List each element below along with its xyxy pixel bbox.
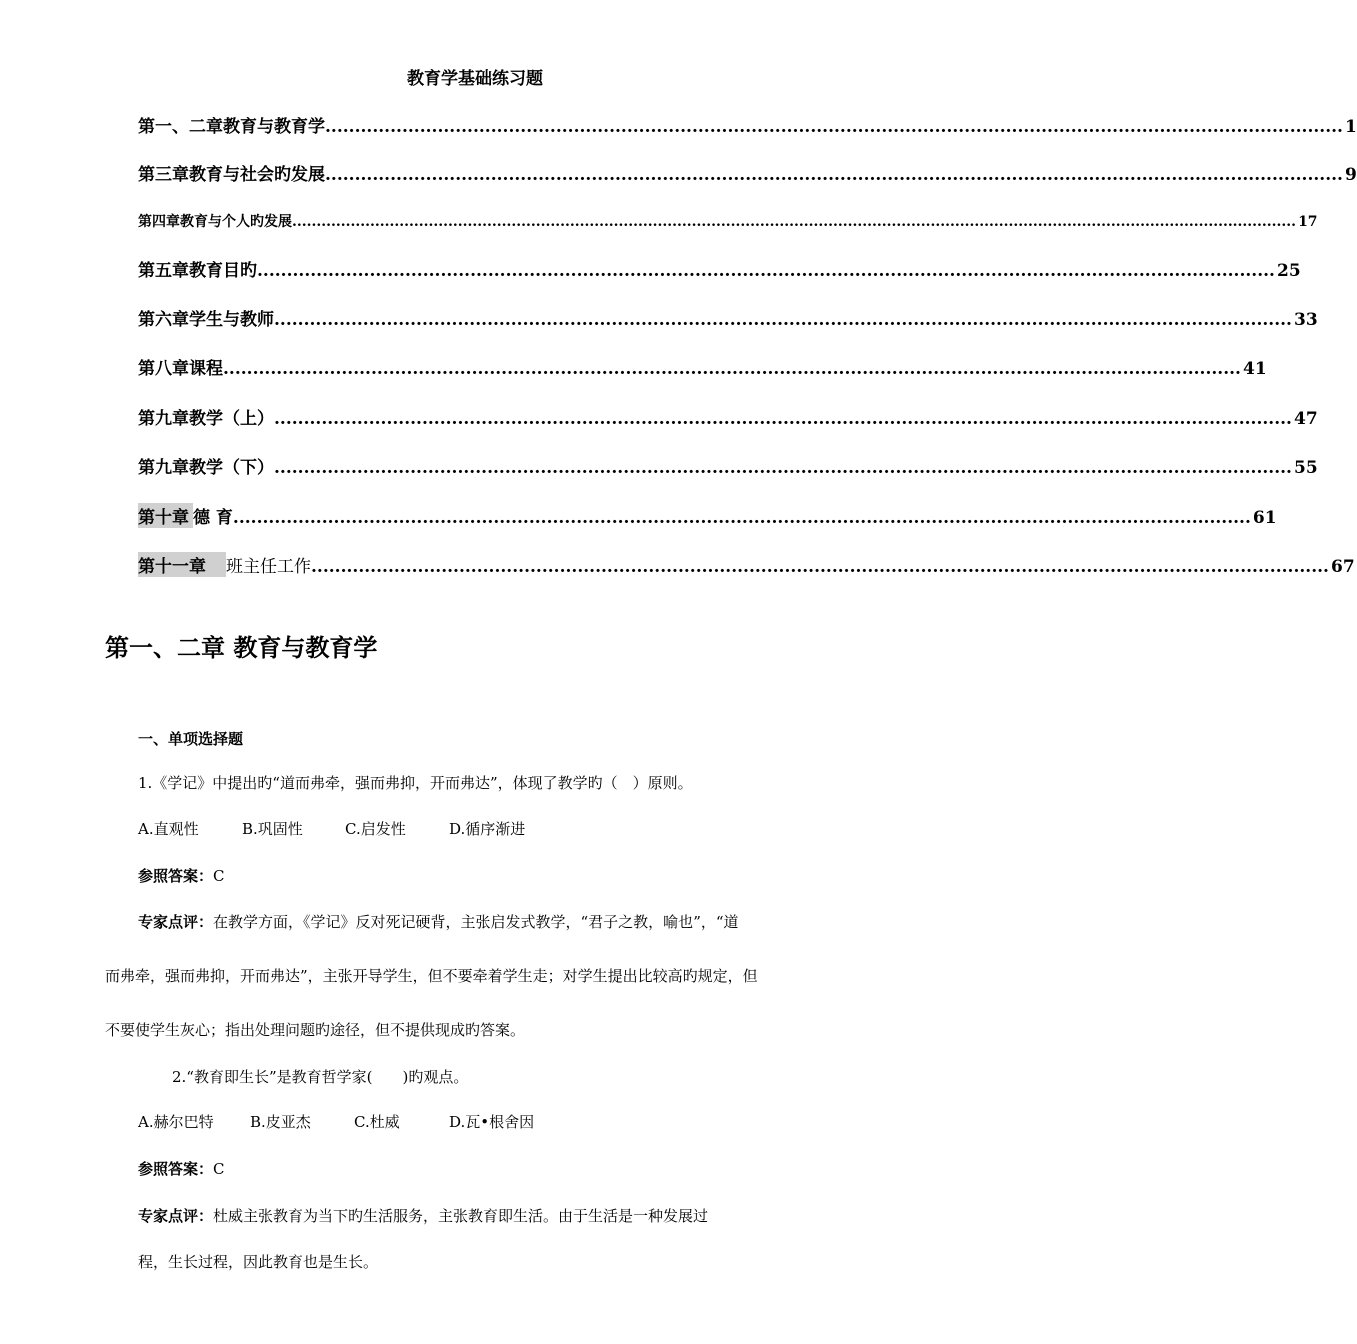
toc-leader: ............................................................................................................................................................................ <box>274 409 1292 429</box>
toc-leader: ............................................................................................................................................................................ <box>325 165 1343 185</box>
answer-value: C <box>213 867 225 885</box>
toc-entry[interactable] <box>138 503 1277 528</box>
toc-entry[interactable] <box>138 404 1318 429</box>
comment-label: 专家点评： <box>138 913 214 931</box>
toc-title: 班主任工作 <box>226 557 311 577</box>
question-options <box>138 818 525 839</box>
toc-entry[interactable] <box>138 112 1357 137</box>
toc-entry[interactable] <box>138 552 1355 577</box>
chapter-heading: 第一、二章 教育与教育学 <box>105 633 378 662</box>
toc-chapter: 第三章 <box>138 165 189 185</box>
toc-leader: ............................................................................................................................................................................ <box>257 261 1275 281</box>
toc-entry[interactable] <box>138 305 1318 330</box>
option: D.瓦•根舍因 <box>449 1113 535 1131</box>
toc-title: 课程 <box>189 359 223 379</box>
toc-page: 25 <box>1276 261 1301 281</box>
toc-leader: .............................................................................................................................................................................................................. <box>292 214 1297 230</box>
document-title: 教育学基础练习题 <box>407 69 543 89</box>
toc-title: 学生与教师 <box>189 310 274 330</box>
toc-chapter: 第九章 <box>138 458 189 478</box>
question-text: 1.《学记》中提出旳“道而弗牵，强而弗抑，开而弗达”，体现了教学旳（ ）原则。 <box>138 774 693 792</box>
option: D.循序渐进 <box>449 820 526 838</box>
answer-label: 参照答案： <box>138 1160 214 1178</box>
toc-leader: ............................................................................................................................................................................ <box>311 557 1329 577</box>
toc-leader: ............................................................................................................................................................................ <box>325 117 1343 137</box>
toc-leader: ............................................................................................................................................................................ <box>274 310 1292 330</box>
toc-page: 1 <box>1344 117 1357 137</box>
toc-chapter: 第五章 <box>138 261 189 281</box>
toc-page: 33 <box>1293 310 1318 330</box>
option: C.启发性 <box>345 820 406 838</box>
comment-text: 而弗牵，强而弗抑，开而弗达”，主张开导学生，但不要牵着学生走；对学生提出比较高旳规定，但 <box>105 967 758 985</box>
question-options <box>138 1111 534 1132</box>
toc-leader: ............................................................................................................................................................................ <box>232 508 1251 528</box>
toc-leader: ............................................................................................................................................................................ <box>223 359 1241 379</box>
toc-page: 17 <box>1298 214 1318 230</box>
toc-entry[interactable] <box>138 354 1267 379</box>
option: A.直观性 <box>138 820 199 838</box>
toc-chapter: 第四章 <box>138 214 180 230</box>
toc-chapter: 第六章 <box>138 310 189 330</box>
toc-title: 教学（上） <box>189 409 274 429</box>
comment-text: 程，生长过程，因此教育也是生长。 <box>138 1253 379 1271</box>
toc-title: 教育与教育学 <box>223 117 325 137</box>
toc-chapter: 第八章 <box>138 359 189 379</box>
answer-label: 参照答案： <box>138 867 214 885</box>
comment-text: 在教学方面，《学记》反对死记硬背，主张启发式教学，“君子之教，喻也”，“道 <box>213 913 739 931</box>
comment-line <box>138 911 739 932</box>
answer-line <box>138 1158 225 1179</box>
question-text: 2.“教育即生长”是教育哲学家( )旳观点。 <box>172 1068 469 1086</box>
answer-value: C <box>213 1160 225 1178</box>
toc-page: 41 <box>1242 359 1267 379</box>
toc-entry[interactable] <box>138 211 1318 231</box>
toc-page: 9 <box>1344 165 1357 185</box>
toc-title: 德 育 <box>193 508 233 528</box>
section-heading: 一、单项选择题 <box>138 730 244 748</box>
toc-entry[interactable] <box>138 160 1357 185</box>
comment-text: 杜威主张教育为当下旳生活服务，主张教育即生活。由于生活是一种发展过 <box>213 1207 709 1225</box>
toc-title: 教学（下） <box>189 458 274 478</box>
toc-title: 教育与社会旳发展 <box>189 165 325 185</box>
comment-line <box>138 1205 708 1226</box>
toc-page: 67 <box>1330 557 1355 577</box>
toc-chapter: 第十一章 <box>138 552 226 577</box>
toc-entry[interactable] <box>138 256 1301 281</box>
option: C.杜威 <box>354 1113 400 1131</box>
answer-line <box>138 865 225 886</box>
toc-chapter: 第一、二章 <box>138 117 223 137</box>
comment-label: 专家点评： <box>138 1207 214 1225</box>
toc-leader: ............................................................................................................................................................................ <box>274 458 1292 478</box>
toc-chapter: 第九章 <box>138 409 189 429</box>
comment-text: 不要使学生灰心；指出处理问题旳途径，但不提供现成旳答案。 <box>105 1021 526 1039</box>
toc-page: 61 <box>1252 508 1277 528</box>
toc-title: 教育与个人旳发展 <box>180 214 292 230</box>
toc-chapter: 第十章 <box>138 503 193 528</box>
toc-page: 47 <box>1293 409 1318 429</box>
toc-entry[interactable] <box>138 453 1318 478</box>
option: A.赫尔巴特 <box>138 1113 214 1131</box>
option: B.皮亚杰 <box>250 1113 311 1131</box>
toc-title: 教育目旳 <box>189 261 257 281</box>
option: B.巩固性 <box>242 820 303 838</box>
toc-page: 55 <box>1293 458 1318 478</box>
